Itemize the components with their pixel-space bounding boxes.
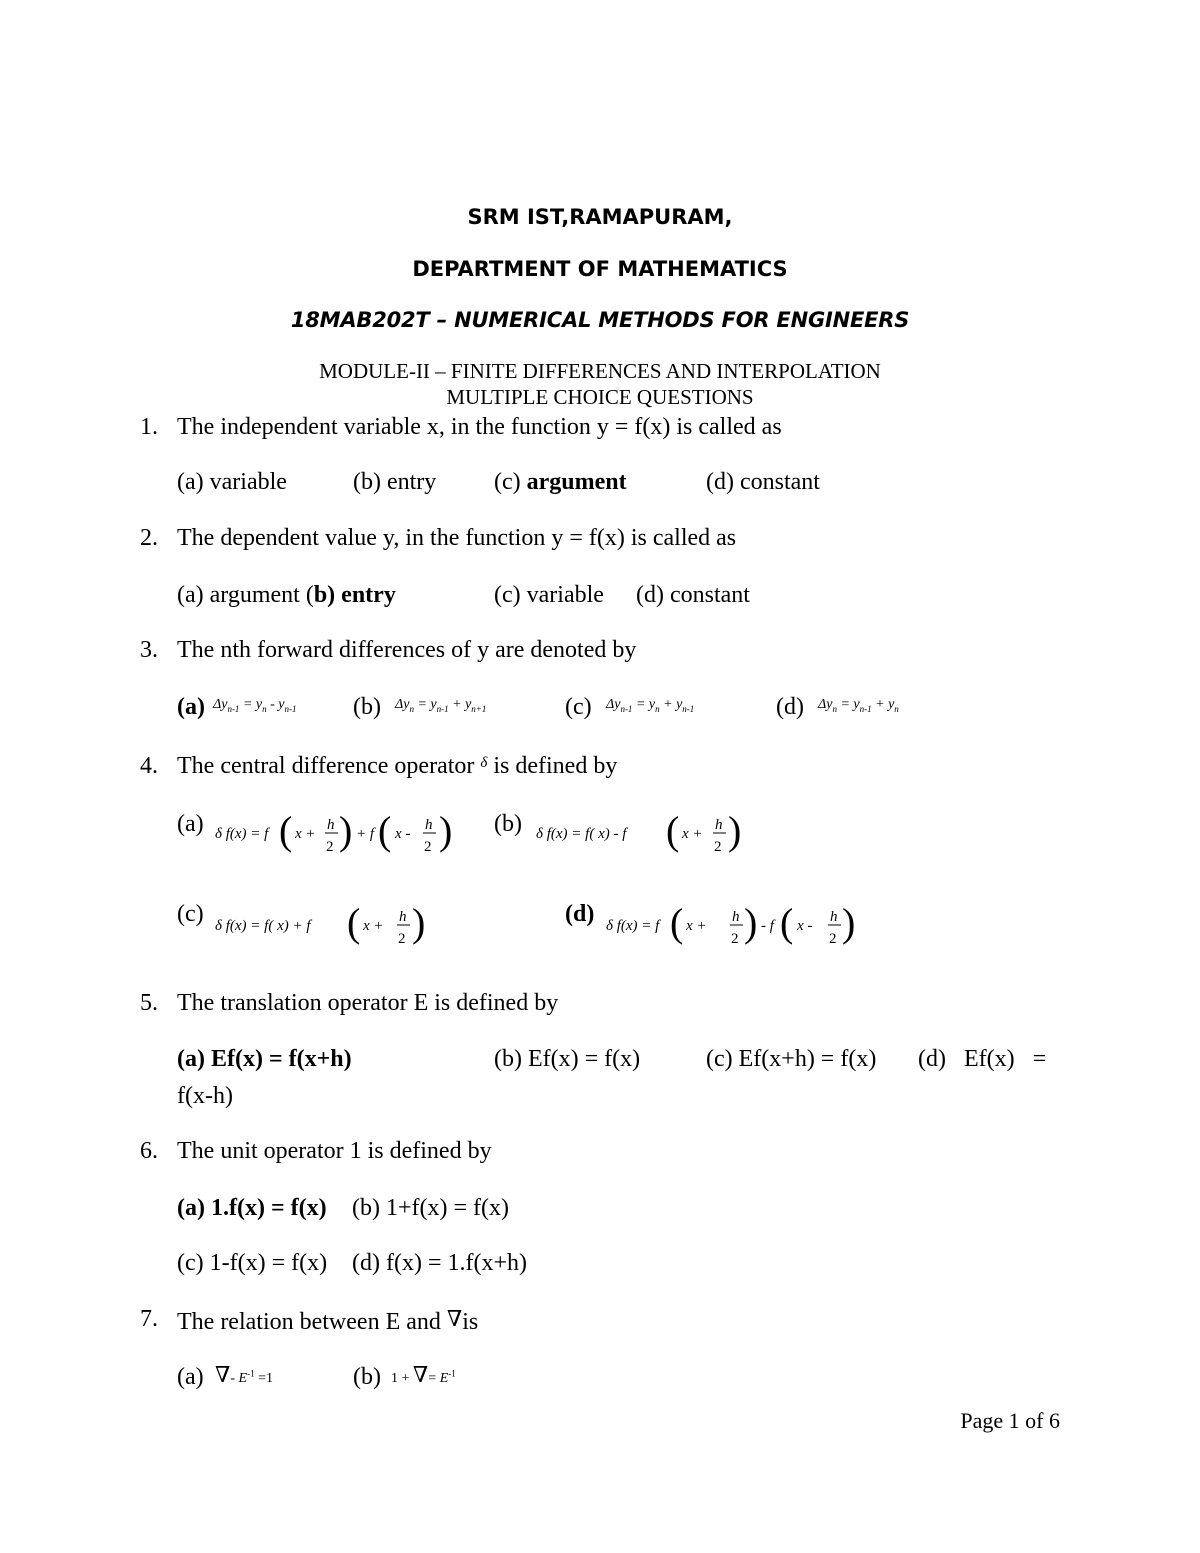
svg-text:2: 2: [714, 839, 722, 855]
question-text: The nth forward differences of y are denoted by: [177, 637, 637, 663]
option-b-answer: entry: [341, 582, 396, 608]
option-b: (b): [353, 694, 381, 720]
svg-text:δ f(x) = f: δ f(x) = f: [606, 918, 660, 934]
department-title: DEPARTMENT OF MATHEMATICS: [412, 257, 788, 281]
question-number: 4.: [140, 753, 158, 779]
option-a: (a): [177, 811, 204, 837]
subtitle: MULTIPLE CHOICE QUESTIONS: [446, 385, 754, 409]
question-text: The central difference operator $^\delta$ is defined by: [177, 753, 618, 779]
formula-a: ∇- $E^{-1} =1$: [215, 1362, 274, 1387]
option-a: (a): [177, 694, 205, 720]
option-d-continued: f(x-h): [177, 1083, 233, 1109]
option-d: (d): [565, 901, 595, 927]
svg-text:h: h: [830, 909, 838, 925]
svg-text:): ): [339, 808, 353, 853]
svg-text:x +: x +: [682, 826, 703, 842]
formula-d: $\Delta y_n = y_{n-1} + y_n$: [818, 697, 899, 714]
page-number: Page 1 of 6: [960, 1408, 1060, 1433]
option-b: (b) 1+f(x) = f(x): [352, 1195, 510, 1221]
question-text: The relation between E and ∇is: [177, 1306, 479, 1335]
institution-title: SRM IST,RAMAPURAM,: [467, 205, 733, 229]
option-b: (b): [353, 1364, 381, 1390]
svg-text:x -: x -: [797, 918, 813, 934]
option-a: (a) argument (b) entry: [177, 582, 396, 608]
svg-text:h: h: [327, 817, 335, 833]
svg-text:): ): [412, 900, 426, 945]
option-a: (a): [177, 1364, 204, 1390]
question-text: The independent variable x, in the function y = f(x) is called as: [177, 414, 782, 440]
formula-b: 1 + ∇= $E^{-1}$: [391, 1362, 456, 1387]
svg-text:): ): [728, 808, 742, 853]
svg-text:h: h: [732, 909, 740, 925]
svg-text:(: (: [347, 900, 361, 945]
question-text: The dependent value y, in the function y = f(x) is called as: [177, 525, 737, 551]
nabla-symbol: ∇: [446, 1306, 463, 1331]
formula-a: [213, 808, 473, 864]
question-text: The translation operator E is defined by: [177, 990, 559, 1016]
formula-c: $\Delta y_{n-1} = y_n + y_{n-1}$: [606, 697, 695, 714]
svg-text:δ f(x) = f( x) - f: δ f(x) = f( x) - f: [536, 826, 627, 842]
option-d: (d) constant: [706, 469, 820, 495]
module-title: MODULE-II – FINITE DIFFERENCES AND INTERPOLATION: [319, 359, 881, 383]
option-b: (b) Ef(x) = f(x): [494, 1046, 641, 1072]
svg-text:h: h: [399, 909, 407, 925]
option-c: (c) Ef(x+h) = f(x): [706, 1046, 877, 1072]
option-c: (c) variable: [494, 582, 604, 608]
option-d: (d) Ef(x) =: [918, 1046, 1047, 1072]
svg-text:(: (: [666, 808, 680, 853]
option-c-answer: argument: [526, 469, 627, 495]
option-d: (d): [776, 694, 804, 720]
svg-text:2: 2: [398, 931, 406, 947]
question-number: 5.: [140, 990, 158, 1016]
svg-text:x +: x +: [363, 918, 384, 934]
option-c: (c) 1-f(x) = f(x): [177, 1250, 328, 1276]
formula-b: [534, 808, 764, 864]
option-a: (a) 1.f(x) = f(x): [177, 1195, 327, 1221]
svg-text:2: 2: [829, 931, 837, 947]
option-a: (a) variable: [177, 469, 287, 495]
option-a: (a) Ef(x) = f(x+h): [177, 1046, 352, 1072]
svg-text:x +: x +: [686, 918, 707, 934]
option-c: (c) argument: [494, 469, 627, 495]
question-text: The unit operator 1 is defined by: [177, 1138, 492, 1164]
svg-text:δ f(x) = f: δ f(x) = f: [215, 826, 269, 842]
svg-text:x -: x -: [395, 826, 411, 842]
formula-d: [604, 900, 864, 956]
svg-text:2: 2: [731, 931, 739, 947]
svg-text:(: (: [378, 808, 392, 853]
formula-b: $\Delta y_n = y_{n-1} + y_{n+1}$: [395, 697, 487, 714]
svg-text:- f: - f: [761, 918, 774, 934]
question-number: 6.: [140, 1138, 158, 1164]
svg-text:2: 2: [326, 839, 334, 855]
option-c: (c): [565, 694, 592, 720]
svg-text:2: 2: [424, 839, 432, 855]
question-number: 7.: [140, 1306, 158, 1332]
svg-text:δ f(x) = f( x) + f: δ f(x) = f( x) + f: [215, 918, 311, 934]
option-b: (b): [494, 811, 522, 837]
question-number: 2.: [140, 525, 158, 551]
formula-a: $\Delta y_{n-1} = y_n - y_{n-1}$: [213, 697, 297, 714]
delta-symbol: δ: [480, 755, 488, 771]
question-number: 3.: [140, 637, 158, 663]
formula-c: [213, 900, 443, 956]
option-b: (b) entry: [353, 469, 437, 495]
option-c: (c): [177, 901, 204, 927]
svg-text:): ): [744, 900, 758, 945]
svg-text:(: (: [279, 808, 293, 853]
course-title: 18MAB202T – NUMERICAL METHODS FOR ENGINEERS: [290, 308, 910, 332]
svg-text:): ): [842, 900, 856, 945]
svg-text:h: h: [715, 817, 723, 833]
svg-text:+ f: + f: [356, 826, 375, 842]
question-number: 1.: [140, 414, 158, 440]
svg-text:(: (: [780, 900, 794, 945]
svg-text:x +: x +: [295, 826, 316, 842]
option-d: (d) f(x) = 1.f(x+h): [352, 1250, 528, 1276]
svg-text:(: (: [670, 900, 684, 945]
svg-text:h: h: [425, 817, 433, 833]
option-d: (d) constant: [636, 582, 750, 608]
svg-text:): ): [439, 808, 453, 853]
